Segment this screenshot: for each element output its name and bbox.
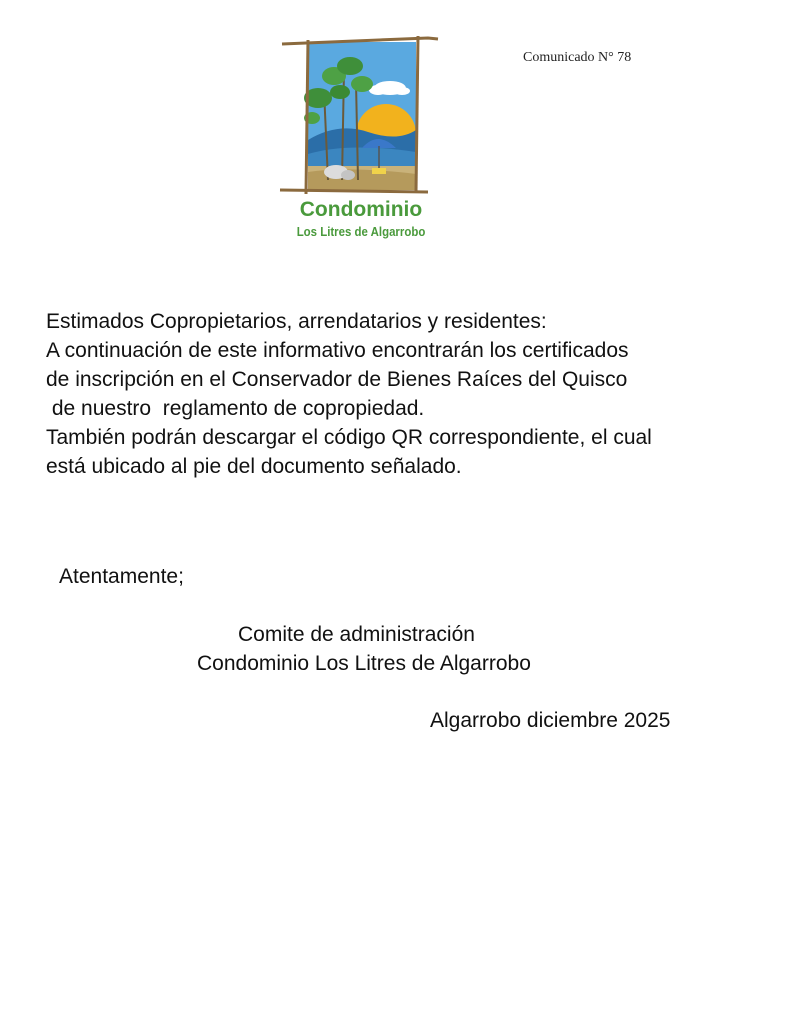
logo-title: Condominio bbox=[299, 198, 423, 221]
date-line: Algarrobo diciembre 2025 bbox=[430, 709, 671, 732]
signature-committee: Comite de administración bbox=[238, 623, 475, 646]
signature-condominium: Condominio Los Litres de Algarrobo bbox=[197, 652, 531, 675]
logo-subtitle: Los Litres de Algarrobo bbox=[296, 224, 426, 239]
body-line: de nuestro reglamento de copropiedad. bbox=[46, 397, 425, 420]
body-line: Estimados Copropietarios, arrendatarios y residentes: bbox=[46, 310, 547, 333]
body-line: de inscripción en el Conservador de Bienes Raíces del Quisco bbox=[46, 368, 628, 391]
body-line: También podrán descargar el código QR correspondiente, el cual bbox=[46, 426, 652, 449]
body-line: A continuación de este informativo encontrarán los certificados bbox=[46, 339, 629, 362]
message-body bbox=[46, 307, 766, 481]
closing-salutation: Atentamente; bbox=[59, 565, 184, 588]
body-line: está ubicado al pie del documento señalado. bbox=[46, 455, 462, 478]
logo-landscape-image bbox=[278, 30, 444, 200]
comunicado-number: Comunicado N° 78 bbox=[523, 50, 632, 65]
